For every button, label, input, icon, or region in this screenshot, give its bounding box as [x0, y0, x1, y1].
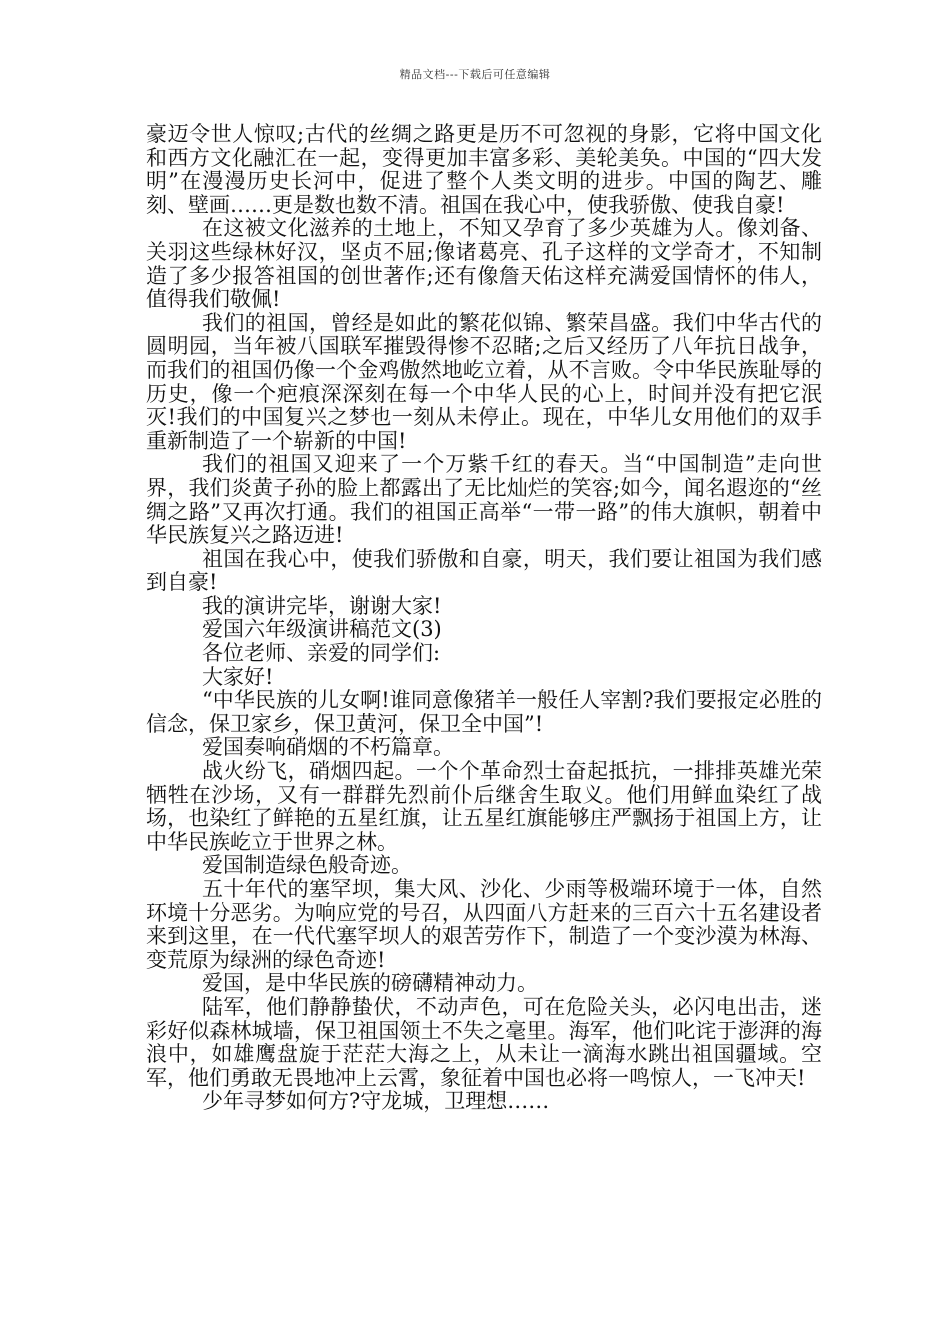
- paragraph: 在这被文化滋养的土地上，不知又孕育了多少英雄为人。像刘备、关羽这些绿林好汉，坚贞不屈;像诸葛亮、孔子这样的文学奇才，不知制造了多少报答祖国的创世著作;还有像詹天佑这样充满爱国情怀的伟人，值得我们敬佩!: [146, 216, 822, 312]
- document-body: [146, 123, 822, 1114]
- paragraph: 战火纷飞，硝烟四起。一个个革命烈士奋起抵抗，一排排英雄光荣牺牲在沙场，又有一群群先烈前仆后继舍生取义。他们用鲜血染红了战场，也染红了鲜艳的五星红旗，让五星红旗能够庄严飘扬于祖国上方，让中华民族屹立于世界之林。: [146, 759, 822, 854]
- subheading: 爱国，是中华民族的磅礴精神动力。: [202, 971, 538, 996]
- section-title: 爱国六年级演讲稿范文(3): [202, 617, 442, 642]
- paragraph: 祖国在我心中，使我们骄傲和自豪，明天，我们要让祖国为我们感到自豪!: [146, 546, 822, 595]
- subheading: 爱国制造绿色般奇迹。: [202, 853, 412, 878]
- salutation: 各位老师、亲爱的同学们:: [202, 641, 441, 666]
- page-header: 精品文档---下载后可任意编辑: [399, 68, 551, 81]
- paragraph: 我们的祖国又迎来了一个万紫千红的春天。当“中国制造”走向世界，我们炎黄子孙的脸上都露出了无比灿烂的笑容;如今，闻名遐迩的“丝绸之路”又再次打通。我们的祖国正高举“一带一路”的伟大旗帜，朝着中华民族复兴之路迈进!: [146, 452, 822, 548]
- paragraph: 我们的祖国，曾经是如此的繁花似锦、繁荣昌盛。我们中华古代的圆明园，当年被八国联军摧毁得惨不忍睹;之后又经历了八年抗日战争，而我们的祖国仍像一个金鸡傲然地屹立着，从不言败。令中华民族耻辱的历史，像一个疤痕深深刻在每一个中华人民的心上，时间并没有把它泯灭!我们的中国复兴之梦也一刻从未停止。现在，中华儿女用他们的双手重新制造了一个崭新的中国!: [146, 310, 822, 453]
- quote-paragraph: “中华民族的儿女啊!谁同意像猪羊一般任人宰割?我们要报定必胜的信念，保卫家乡，保卫黄河，保卫全中国”!: [146, 688, 822, 736]
- greeting: 大家好!: [202, 664, 274, 689]
- paragraph: 五十年代的塞罕坝，集大风、沙化、少雨等极端环境于一体，自然环境十分恶劣。为响应党的号召，从四面八方赶来的三百六十五名建设者来到这里，在一代代塞罕坝人的艰苦劳作下，制造了一个变沙漠为林海、变荒原为绿洲的绿色奇迹!: [146, 877, 822, 972]
- paragraph: 陆军，他们静静蛰伏，不动声色，可在危险关头，必闪电出击，迷彩好似森林城墙，保卫祖国领土不失之毫里。海军，他们叱诧于澎湃的海浪中，如雄鹰盘旋于茫茫大海之上，从未让一滴海水跳出祖国疆域。空军，他们勇敢无畏地冲上云霄，象征着中国也必将一鸣惊人，一飞冲天!: [146, 994, 822, 1090]
- paragraph: 少年寻梦如何方?守龙城，卫理想……: [202, 1089, 550, 1114]
- paragraph: 我的演讲完毕，谢谢大家!: [202, 593, 442, 618]
- subheading: 爱国奏响硝烟的不朽篇章。: [202, 735, 454, 760]
- paragraph: 豪迈令世人惊叹;古代的丝绸之路更是历不可忽视的身影，它将中国文化和西方文化融汇在一起，变得更加丰富多彩、美轮美奂。中国的“四大发明”在漫漫历史长河中，促进了整个人类文明的进步。中国的陶艺、雕刻、壁画……更是数也数不清。祖国在我心中，使我骄傲、使我自豪!: [146, 122, 822, 217]
